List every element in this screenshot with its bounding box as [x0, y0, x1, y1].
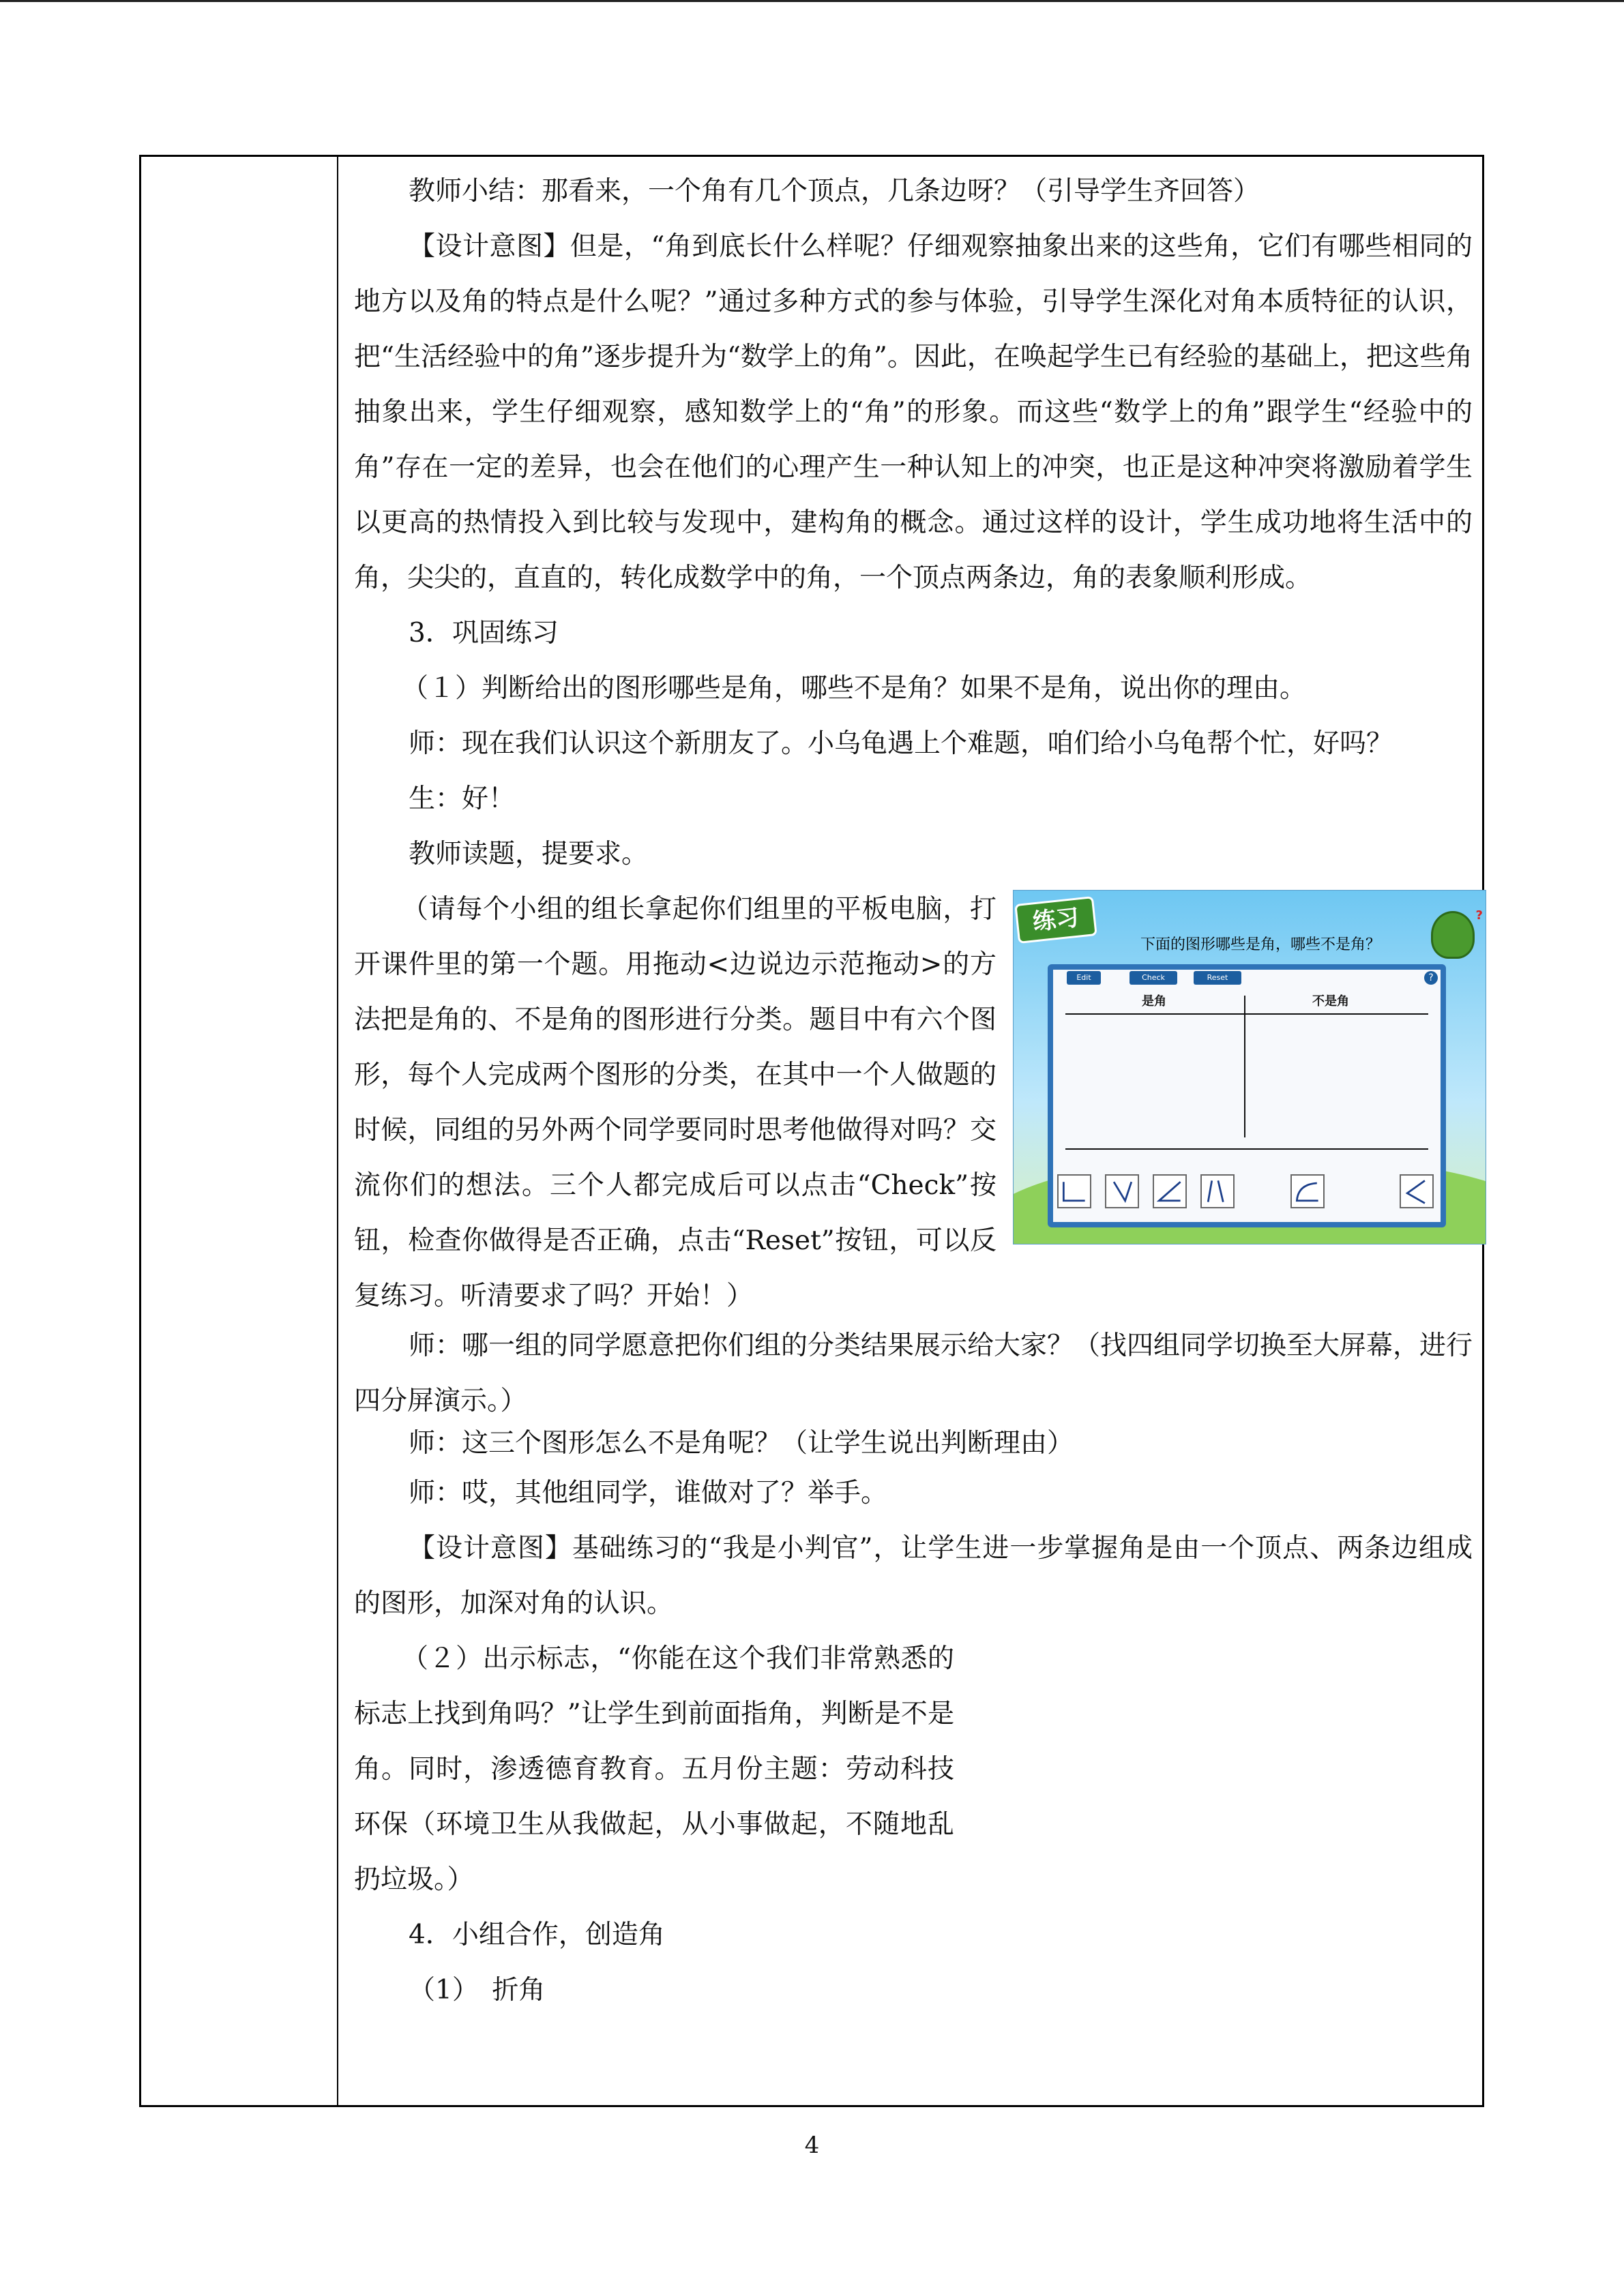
paragraph: 教师小结：那看来，一个角有几个顶点，几条边呀？（引导学生齐回答） [409, 176, 1260, 207]
shape-tile-acute[interactable] [1105, 1174, 1139, 1208]
paragraph: （２）出示标志，“你能在这个我们非常熟悉的标志上找到角吗？”让学生到前面指角，判断是不是角。同时，渗透德育教育。五月份主题：劳动科技环保（环境卫生从我做起，从小事做起，不随地乱扔垃圾。） [354, 1643, 954, 1895]
table-content-cell [354, 164, 1483, 2018]
top-rule [0, 0, 1624, 2]
column-divider [1244, 996, 1245, 1137]
shape-tile-open-lines[interactable] [1200, 1174, 1235, 1208]
paragraph: 生：好！ [409, 784, 516, 814]
table-left-column [141, 157, 338, 2105]
section-heading: 3．巩固练习 [409, 618, 559, 648]
edit-button[interactable]: Edit [1067, 971, 1101, 985]
check-button[interactable]: Check [1130, 971, 1177, 985]
paragraph: （请每个小组的组长拿起你们组里的平板电脑，打开课件里的第一个题。用拖动<边说边示范拖动>的方法把是角的、不是角的图形进行分类。题目中有六个图形，每个人完成两个图形的分类，在其中一个人做题的时候，同组的另外两个同学要同时思考他做得对吗？交流你们的想法。三个人都完成后可以点击“Check”按钮，检查你做得是否正确，点击“Reset”按钮，可以反复练习。听清要求了吗？开始！） [354, 894, 996, 1311]
exercise-prompt: 下面的图形哪些是角，哪些不是角？ [1140, 936, 1381, 953]
shape-tile-acute[interactable] [1400, 1174, 1434, 1208]
header-rule [1065, 1013, 1428, 1015]
paragraph: （１）判断给出的图形哪些是角，哪些不是角？如果不是角，说出你的理由。 [402, 673, 1307, 704]
sort-panel [1048, 964, 1446, 1227]
turtle-icon [1431, 911, 1475, 959]
column-header-yes: 是角 [1142, 994, 1166, 1009]
paragraph: 【设计意图】但是，“角到底长什么样呢？仔细观察抽象出来的这些角，它们有哪些相同的地方以及角的特点是什么呢？”通过多种方式的参与体验，引导学生深化对角本质特征的认识，把“生活经验中的角”逐步提升为“数学上的角”。因此，在唤起学生已有经验的基础上，把这些角抽象出来，学生仔细观察，感知数学上的“角”的形象。而这些“数学上的角”跟学生“经验中的角”存在一定的差异，也会在他们的心理产生一种认知上的冲突，也正是这种冲突将激励着学生以更高的热情投入到比较与发现中，建构角的概念。通过这样的设计，学生成功地将生活中的角，尖尖的，直直的，转化成数学中的角，一个顶点两条边，角的表象顺利形成。 [354, 231, 1473, 593]
shape-tile-acute[interactable] [1153, 1174, 1187, 1208]
column-header-no: 不是角 [1312, 994, 1349, 1009]
page-number: 4 [804, 2132, 820, 2159]
lesson-table [139, 155, 1484, 2107]
help-mark: ? [1475, 908, 1483, 923]
paragraph: 师：哪一组的同学愿意把你们组的分类结果展示给大家？（找四组同学切换至大屏幕，进行四分屏演示。） [354, 1330, 1473, 1416]
exercise-screenshot [1013, 890, 1486, 1244]
bottom-rule [1065, 1148, 1428, 1150]
paragraph: 【设计意图】基础练习的“我是小判官”，让学生进一步掌握角是由一个顶点、两条边组成的图形，加深对角的认识。 [354, 1533, 1473, 1619]
help-button[interactable]: ? [1424, 971, 1438, 985]
float-wrapper [354, 882, 1483, 1429]
section-heading: 4．小组合作，创造角 [409, 1920, 665, 1950]
exercise-window [1013, 890, 1486, 1244]
paragraph: 师：哎，其他组同学，谁做对了？举手。 [409, 1478, 888, 1508]
paragraph: 教师读题，提要求。 [409, 839, 649, 869]
shape-tile-curved[interactable] [1290, 1174, 1325, 1208]
shape-tile-right-angle[interactable] [1057, 1174, 1091, 1208]
paragraph: 师：这三个图形怎么不是角呢？（让学生说出判断理由） [409, 1428, 1074, 1459]
exercise-badge: 练习 [1014, 896, 1097, 944]
sub-heading: （1） 折角 [409, 1975, 546, 2006]
paragraph: 师：现在我们认识这个新朋友了。小乌龟遇上个难题，咱们给小乌龟帮个忙，好吗？ [409, 728, 1393, 759]
reset-button[interactable]: Reset [1194, 971, 1241, 985]
